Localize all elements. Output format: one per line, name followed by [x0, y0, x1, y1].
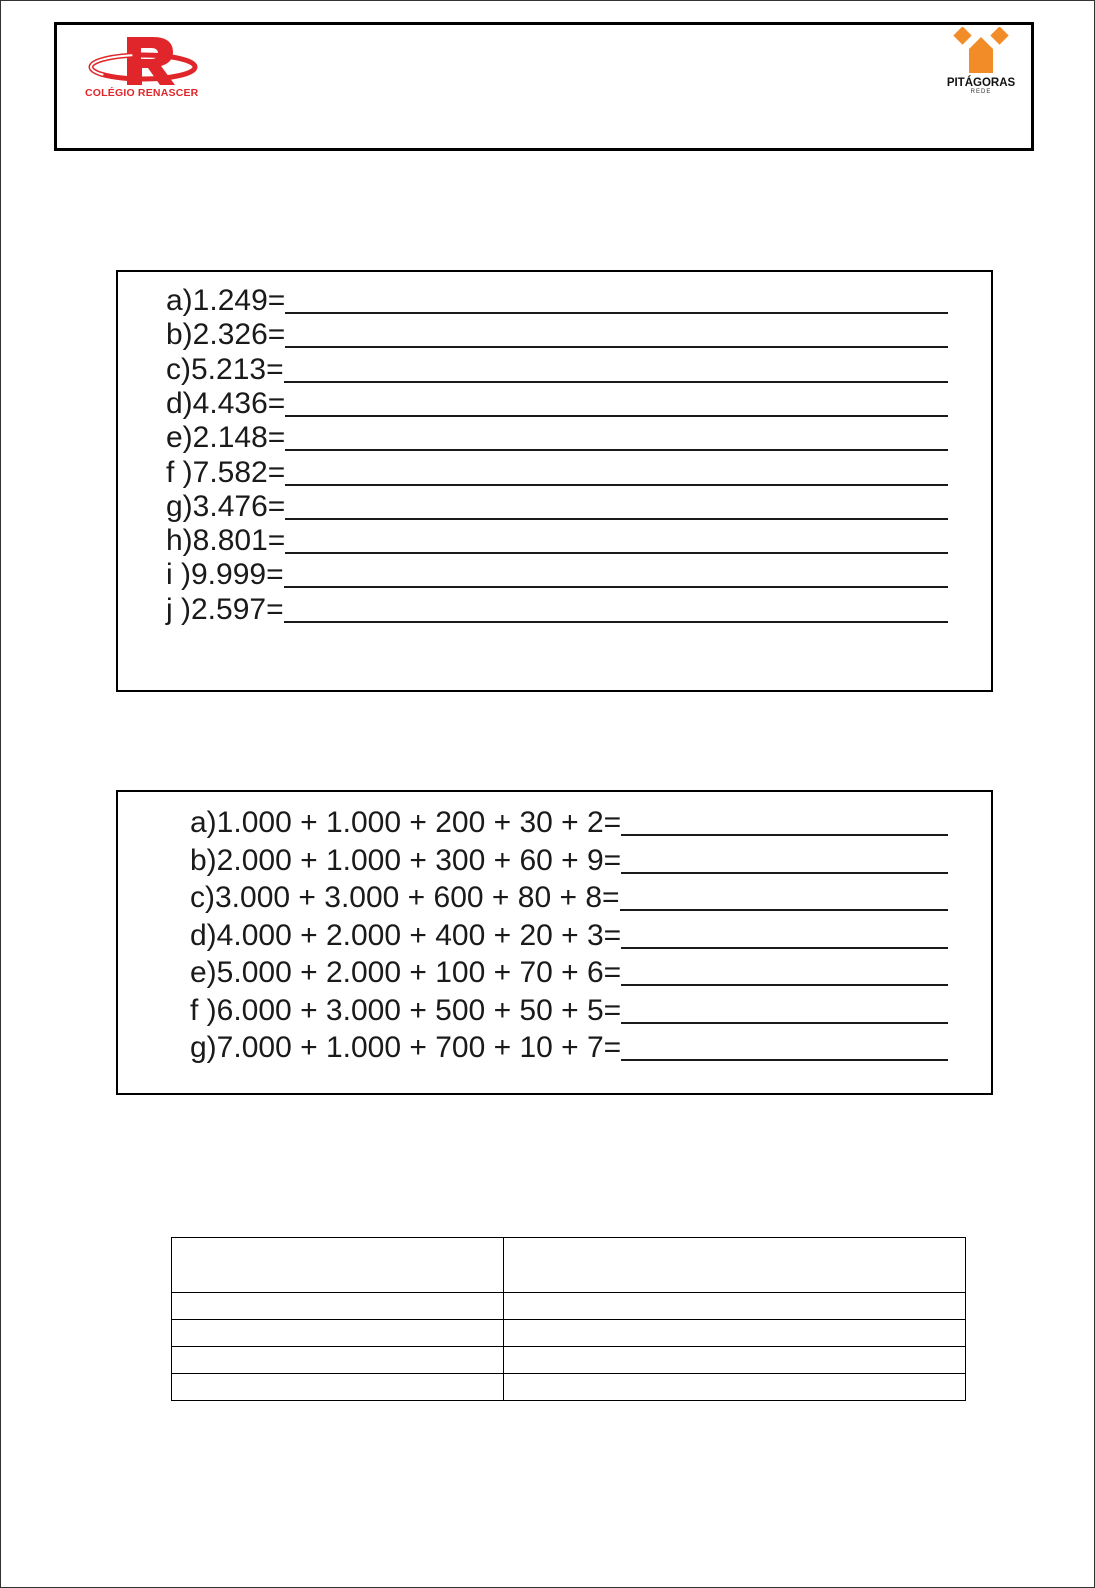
- exercise-1-label: a)1.249=: [166, 284, 286, 317]
- table-row: [172, 1293, 966, 1320]
- exercise-2-label: f )6.000 + 3.000 + 500 + 50 + 5=: [190, 993, 622, 1027]
- exercise-1-label: e)2.148=: [166, 421, 286, 455]
- answer-blank[interactable]: [621, 998, 948, 1024]
- table-cell[interactable]: [504, 1320, 966, 1347]
- exercise-1-label: i )9.999=: [166, 558, 284, 592]
- table-cell[interactable]: [172, 1374, 504, 1401]
- answer-blank[interactable]: [285, 494, 948, 520]
- exercise-1-item: [166, 560, 948, 590]
- exercise-1-item: [166, 592, 948, 626]
- exercise-2-label: b)2.000 + 1.000 + 300 + 60 + 9=: [190, 843, 622, 877]
- exercise-2-label: c)3.000 + 3.000 + 600 + 80 + 8=: [190, 881, 620, 914]
- exercise-2-item: [190, 843, 948, 877]
- answer-blank[interactable]: [621, 960, 948, 986]
- table-cell[interactable]: [172, 1293, 504, 1320]
- answer-table: [171, 1237, 966, 1401]
- exercise-1-item: [166, 386, 948, 420]
- answer-blank[interactable]: [284, 597, 948, 623]
- exercise-2-item: [190, 918, 948, 952]
- renascer-r-icon: [75, 31, 225, 91]
- exercise-1-label: j )2.597=: [166, 592, 284, 626]
- exercise-1-label: f )7.582=: [166, 455, 286, 489]
- exercise-2-item: [190, 883, 948, 913]
- exercise-1-label: b)2.326=: [166, 318, 286, 352]
- table-row: [172, 1374, 966, 1401]
- pitagoras-logo-subtext: REDE: [970, 89, 992, 95]
- exercise-2-label: e)5.000 + 2.000 + 100 + 70 + 6=: [190, 956, 622, 989]
- table-cell[interactable]: [172, 1347, 504, 1374]
- pitagoras-diamond-icon: [941, 27, 1021, 77]
- exercise-1-item: [166, 423, 948, 453]
- exercise-2-box: [116, 790, 993, 1095]
- table-cell[interactable]: [172, 1238, 504, 1293]
- exercise-1-label: d)4.436=: [166, 386, 286, 420]
- table-cell[interactable]: [504, 1238, 966, 1293]
- exercise-1-label: c)5.213=: [166, 352, 284, 386]
- exercise-1-item: [166, 320, 948, 350]
- table-cell[interactable]: [172, 1320, 504, 1347]
- exercise-2-label: a)1.000 + 1.000 + 200 + 30 + 2=: [190, 806, 622, 839]
- table-cell[interactable]: [504, 1347, 966, 1374]
- exercise-1-item: [166, 489, 948, 523]
- exercise-2-label: d)4.000 + 2.000 + 400 + 20 + 3=: [190, 918, 622, 952]
- answer-blank[interactable]: [284, 562, 948, 588]
- answer-blank[interactable]: [285, 322, 948, 348]
- exercise-1-item: [166, 526, 948, 556]
- exercise-1-item: [166, 455, 948, 489]
- table-row: [172, 1320, 966, 1347]
- exercise-2-item: [190, 958, 948, 988]
- answer-blank[interactable]: [285, 460, 948, 486]
- exercise-2-item: [190, 993, 948, 1027]
- answer-blank[interactable]: [620, 885, 948, 911]
- renascer-logo-text: COLÉGIO RENASCER: [85, 87, 199, 99]
- answer-blank[interactable]: [285, 288, 948, 314]
- exercise-2-label: g)7.000 + 1.000 + 700 + 10 + 7=: [190, 1031, 622, 1064]
- exercise-1-label: h)8.801=: [166, 524, 286, 558]
- exercise-2-item: [190, 808, 948, 838]
- header-box: [54, 22, 1034, 151]
- answer-blank[interactable]: [285, 391, 948, 417]
- answer-blank[interactable]: [621, 923, 948, 949]
- answer-blank[interactable]: [285, 528, 948, 554]
- pitagoras-logo: [941, 27, 1021, 97]
- colegio-renascer-logo: [75, 31, 225, 101]
- exercise-1-box: [116, 270, 993, 692]
- table-cell[interactable]: [504, 1293, 966, 1320]
- answer-blank[interactable]: [621, 1035, 948, 1061]
- answer-blank[interactable]: [621, 848, 948, 874]
- pitagoras-logo-text: PITÁGORAS: [946, 77, 1016, 89]
- table-cell[interactable]: [504, 1374, 966, 1401]
- exercise-2-item: [190, 1033, 948, 1063]
- table-header-row: [172, 1238, 966, 1293]
- table-row: [172, 1347, 966, 1374]
- exercise-1-item: [166, 352, 948, 386]
- answer-blank[interactable]: [285, 425, 948, 451]
- answer-blank[interactable]: [621, 810, 948, 836]
- answer-blank[interactable]: [284, 357, 948, 383]
- exercise-1-item: [166, 286, 948, 316]
- exercise-1-label: g)3.476=: [166, 489, 286, 523]
